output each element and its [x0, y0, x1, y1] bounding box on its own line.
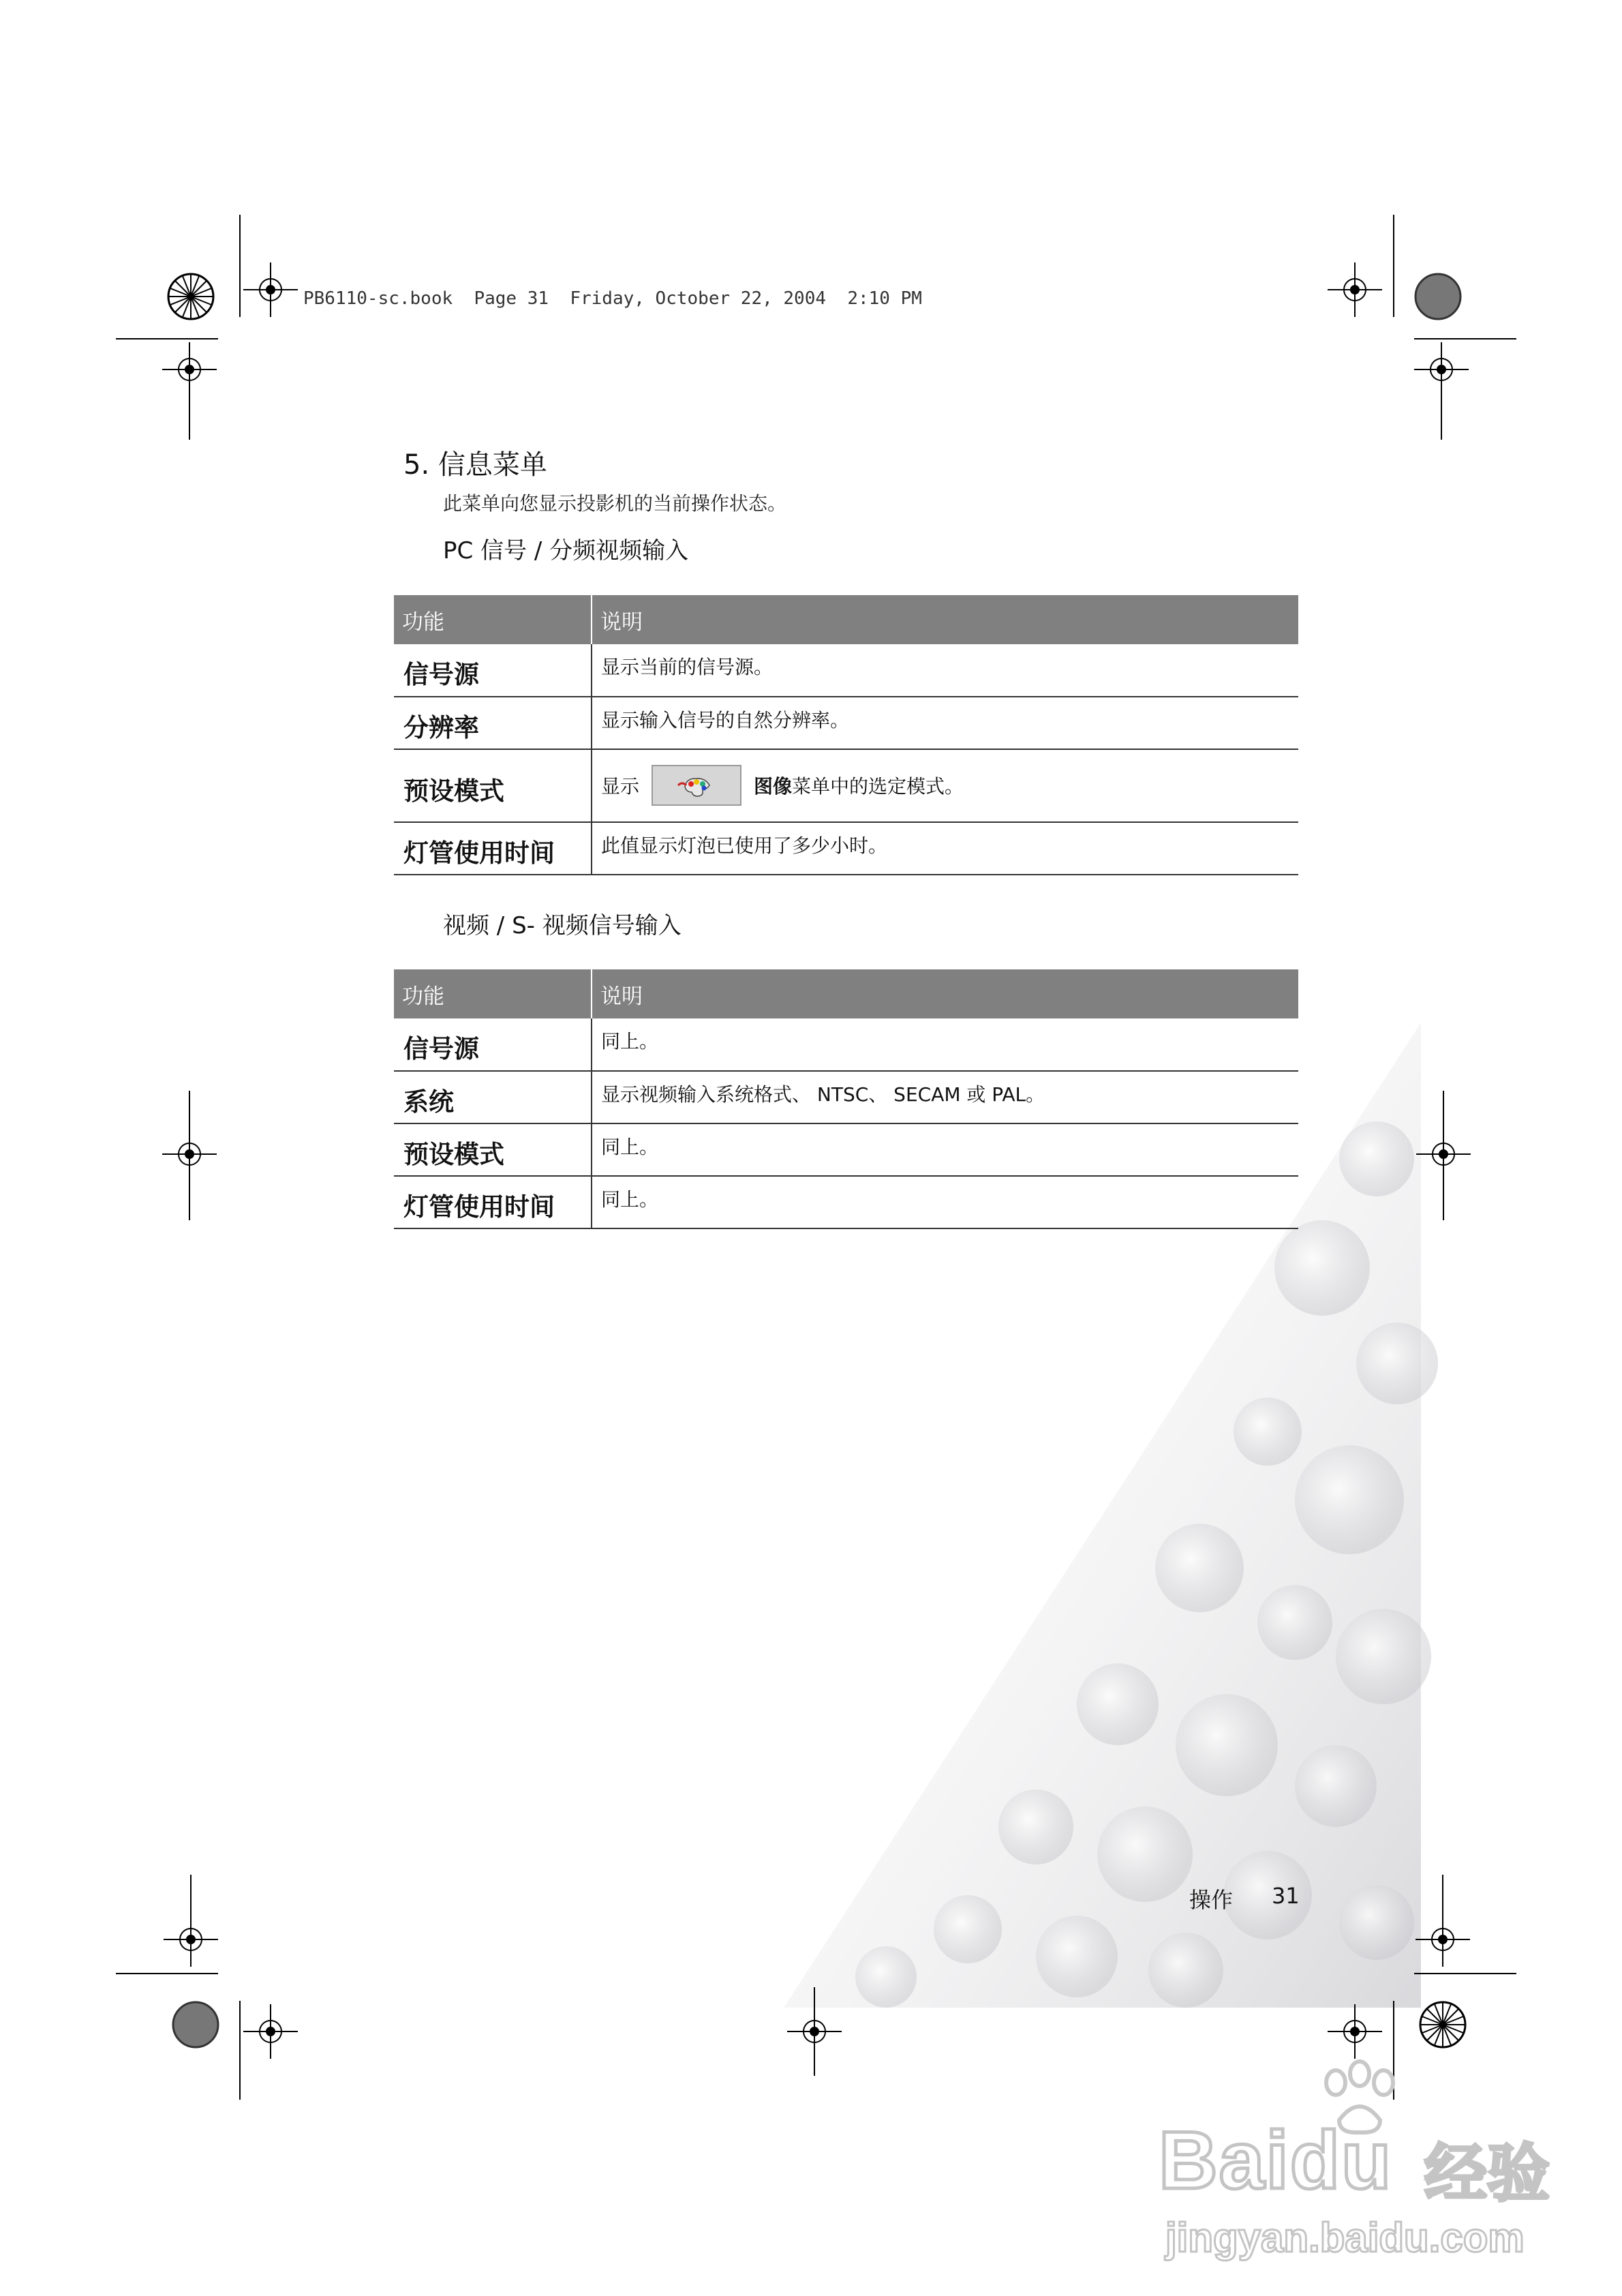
description-cell: 此值显示灯泡已使用了多少小时。 — [592, 822, 1298, 875]
watermark — [1152, 2059, 1602, 2277]
function-cell: 系统 — [394, 1071, 592, 1123]
function-cell: 灯管使用时间 — [394, 1176, 592, 1228]
watermark-url: jingyan.baidu.com — [1165, 2215, 1525, 2261]
footer-chapter: 操作 — [1189, 1887, 1234, 1913]
table-row — [394, 1018, 1298, 1071]
function-cell: 分辨率 — [394, 697, 592, 749]
video-input-subtitle: 视频 / S- 视频信号输入 — [443, 912, 682, 939]
description-cell: 显示当前的信号源。 — [592, 644, 1298, 697]
table-header-row — [394, 595, 1298, 644]
column-header-function: 功能 — [394, 595, 592, 644]
function-cell: 信号源 — [394, 644, 592, 697]
function-cell: 预设模式 — [394, 1123, 592, 1176]
column-header-description: 说明 — [592, 969, 1298, 1018]
function-cell: 信号源 — [394, 1018, 592, 1071]
pc-input-subtitle: PC 信号 / 分频视频输入 — [443, 537, 689, 564]
watermark-brand-cn: 经验 — [1424, 2137, 1550, 2210]
table-header-row — [394, 969, 1298, 1018]
column-header-description: 说明 — [592, 595, 1298, 644]
page-number: 31 — [1272, 1883, 1300, 1909]
table-row — [394, 1123, 1298, 1176]
table-row — [394, 749, 1298, 822]
gray-disc-mark-bottom-left — [173, 2002, 218, 2047]
description-prefix: 显示 — [601, 775, 640, 798]
column-header-function: 功能 — [394, 969, 592, 1018]
description-cell: 同上。 — [592, 1176, 1298, 1228]
table-row — [394, 822, 1298, 875]
table-row — [394, 697, 1298, 749]
proof-header-line: PB6110-sc.book Page 31 Friday, October 22, 2004 2:10 PM — [303, 288, 922, 309]
section-title: 5. 信息菜单 — [403, 449, 547, 481]
video-info-table — [394, 969, 1298, 1229]
table-row — [394, 1071, 1298, 1123]
picture-menu-icon — [652, 765, 741, 806]
gray-disc-mark-top-right — [1416, 274, 1460, 319]
description-cell — [592, 749, 1298, 822]
description-cell: 显示视频输入系统格式、 NTSC、 SECAM 或 PAL。 — [592, 1071, 1298, 1123]
function-cell: 预设模式 — [394, 749, 592, 822]
function-cell: 灯管使用时间 — [394, 822, 592, 875]
description-cell: 同上。 — [592, 1018, 1298, 1071]
description-cell: 显示输入信号的自然分辨率。 — [592, 697, 1298, 749]
table-row — [394, 644, 1298, 697]
description-suffix: 菜单中的选定模式。 — [792, 775, 964, 798]
section-intro: 此菜单向您显示投影机的当前操作状态。 — [443, 492, 787, 515]
description-cell: 同上。 — [592, 1123, 1298, 1176]
watermark-brand: Baidu — [1159, 2115, 1393, 2206]
table-row — [394, 1176, 1298, 1228]
starburst-mark-top-left — [168, 274, 213, 319]
starburst-mark-bottom-right — [1420, 2002, 1465, 2047]
description-bold: 图像 — [754, 775, 793, 798]
pc-info-table — [394, 595, 1298, 875]
